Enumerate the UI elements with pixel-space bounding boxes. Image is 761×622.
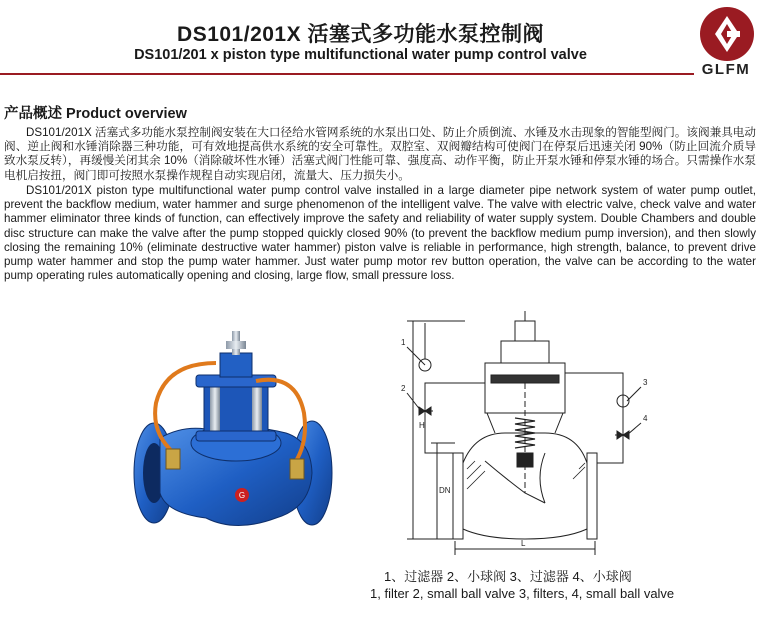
legend-english: 1, filter 2, small ball valve 3, filters, 4, small ball valve (370, 586, 675, 601)
header-divider (0, 73, 694, 75)
legend-chinese: 1、过滤器 2、小球阀 3、过滤器 4、小球阀 (384, 569, 632, 584)
title-english: DS101/201 x piston type multifunctional water pump control valve (134, 47, 587, 63)
dimension-dn-label: DN (439, 486, 451, 495)
dimension-l-label: L (521, 539, 526, 548)
dimension-h-label: H (419, 421, 425, 430)
legend (370, 568, 750, 602)
drawing-label-2: 2 (401, 384, 406, 393)
valve-product-photo (126, 323, 340, 536)
overview-paragraph-english: DS101/201X piston type multifunctional water pump control valve installed in a large diameter pipe network system of water pump outlet, prevent the backflow medium, water hammer and surge phenomenon of the intelligent valve. The valve with electric valve, check valve and water hammer eliminator three kinds of function, can effectively improve the safety and reliability of water supply system. Double Chambers and double disc structure can make the valve after the pump stopped quickly closed 90% (to prevent the backflow medium pump inversion), and then slowly closing the remaining 10% (eliminate destructive water hammer) piston valve is reliable in performance, high strength, balance, to prevent drive pump water hammer and stop the pump water hammer. Just water pump motor rev button operation, the valve can be according to the water pump operating rules automatically opening and closing, large flow, small pressure loss. (4, 184, 756, 283)
drawing-label-4: 4 (643, 414, 648, 423)
overview-paragraph-chinese: DS101/201X 活塞式多功能水泵控制阀安装在大口径给水管网系统的水泵出口处、防止介质倒流、水锤及水击现象的智能型阀门。该阀兼具电动阀、逆止阀和水锤消除器三种功能，可有效地提高供水系统的安全可靠性。双腔室、双阀瓣结构可使阀门在停泵后迅速关闭 90%（防止回流介质导致水泵反转），再缓慢关闭其余 10%（消除破坏性水锤）活塞式阀门性能可靠、强度高、动作平衡，防止开泵水锤和停泵水锤的场合。只需操作水泵电机启按扭，阀门即可按照水泵操作规程自动实现启闭，流量大、压力损失小。 (4, 126, 756, 182)
drawing-label-1: 1 (401, 338, 406, 347)
photo-logo-icon: G (238, 491, 246, 500)
valve-technical-drawing (395, 303, 657, 557)
section-heading: 产品概述 Product overview (4, 106, 187, 122)
drawing-label-3: 3 (643, 378, 648, 387)
logo-text: GLFM (701, 61, 751, 78)
title-chinese: DS101/201X 活塞式多功能水泵控制阀 (177, 23, 544, 46)
